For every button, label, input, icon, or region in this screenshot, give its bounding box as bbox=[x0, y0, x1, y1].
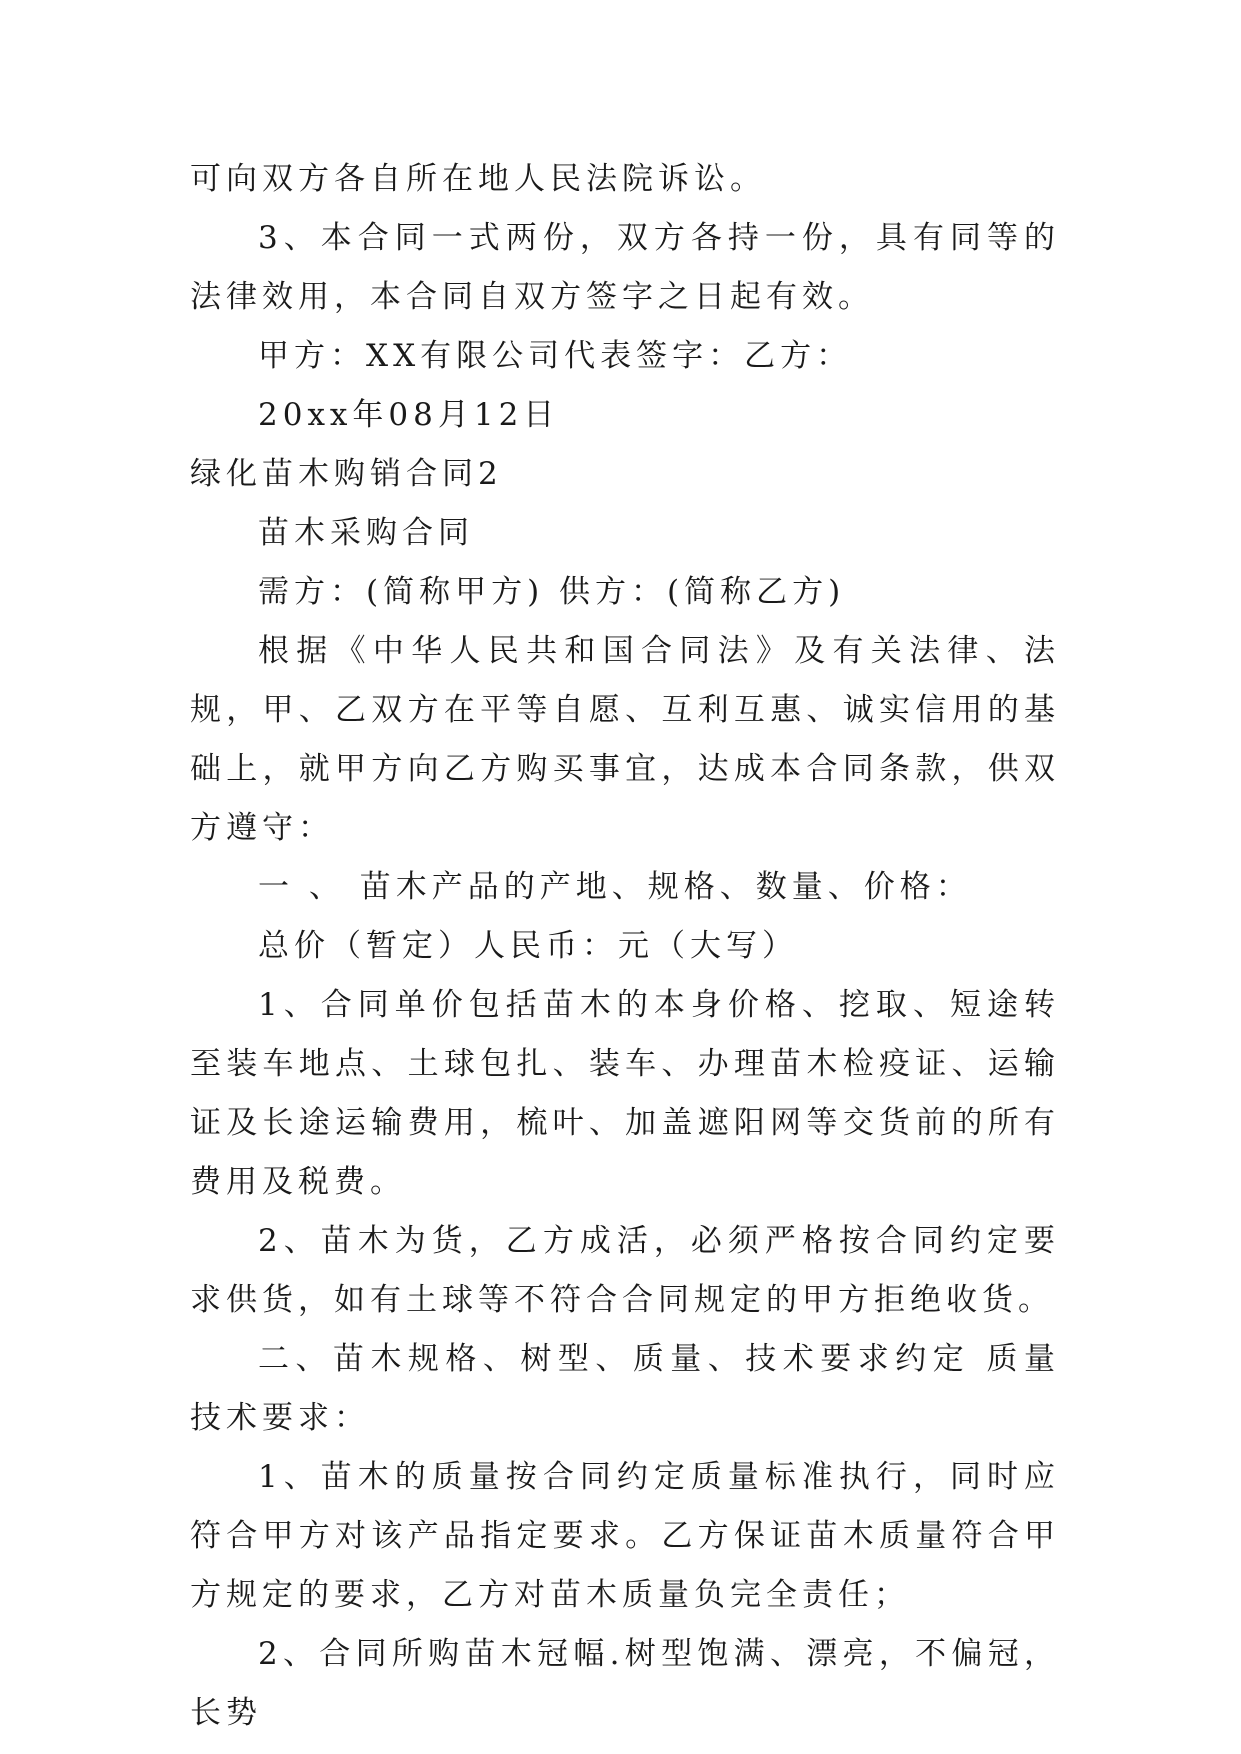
paragraph: 根据《中华人民共和国合同法》及有关法律、法规，甲、乙双方在平等自愿、互利互惠、诚实信用的基础上，就甲方向乙方购买事宜，达成本合同条款，供双方遵守： bbox=[190, 633, 1060, 846]
paragraph: 1、苗木的质量按合同约定质量标准执行，同时应符合甲方对该产品指定要求。乙方保证苗木质量符合甲方规定的要求，乙方对苗木质量负完全责任； bbox=[190, 1459, 1060, 1613]
signature-line: 甲方：XX有限公司代表签字：乙方： bbox=[258, 338, 853, 374]
paragraph: 总价（暂定）人民币：元（大写） bbox=[258, 928, 798, 964]
document-body bbox=[190, 150, 1060, 1743]
parties-line: 需方：(简称甲方) 供方：(简称乙方) bbox=[258, 574, 846, 610]
date-line: 20xx年08月12日 bbox=[258, 397, 560, 433]
clause-heading: 二、苗木规格、树型、质量、技术要求约定 质量技术要求： bbox=[190, 1341, 1060, 1436]
contract-title: 苗木采购合同 bbox=[258, 515, 474, 551]
paragraph: 2、合同所购苗木冠幅.树型饱满、漂亮，不偏冠，长势 bbox=[190, 1636, 1060, 1731]
paragraph: 3、本合同一式两份，双方各持一份，具有同等的法律效用，本合同自双方签字之日起有效。 bbox=[190, 220, 1060, 315]
paragraph: 2、苗木为货，乙方成活，必须严格按合同约定要求供货，如有土球等不符合合同规定的甲方拒绝收货。 bbox=[190, 1223, 1060, 1318]
paragraph: 可向双方各自所在地人民法院诉讼。 bbox=[190, 161, 766, 197]
section-title: 绿化苗木购销合同2 bbox=[190, 456, 503, 492]
clause-heading: 一 、 苗木产品的产地、规格、数量、价格： bbox=[258, 869, 972, 905]
paragraph: 1、合同单价包括苗木的本身价格、挖取、短途转至装车地点、土球包扎、装车、办理苗木检疫证、运输证及长途运输费用，梳叶、加盖遮阳网等交货前的所有费用及税费。 bbox=[190, 987, 1060, 1200]
